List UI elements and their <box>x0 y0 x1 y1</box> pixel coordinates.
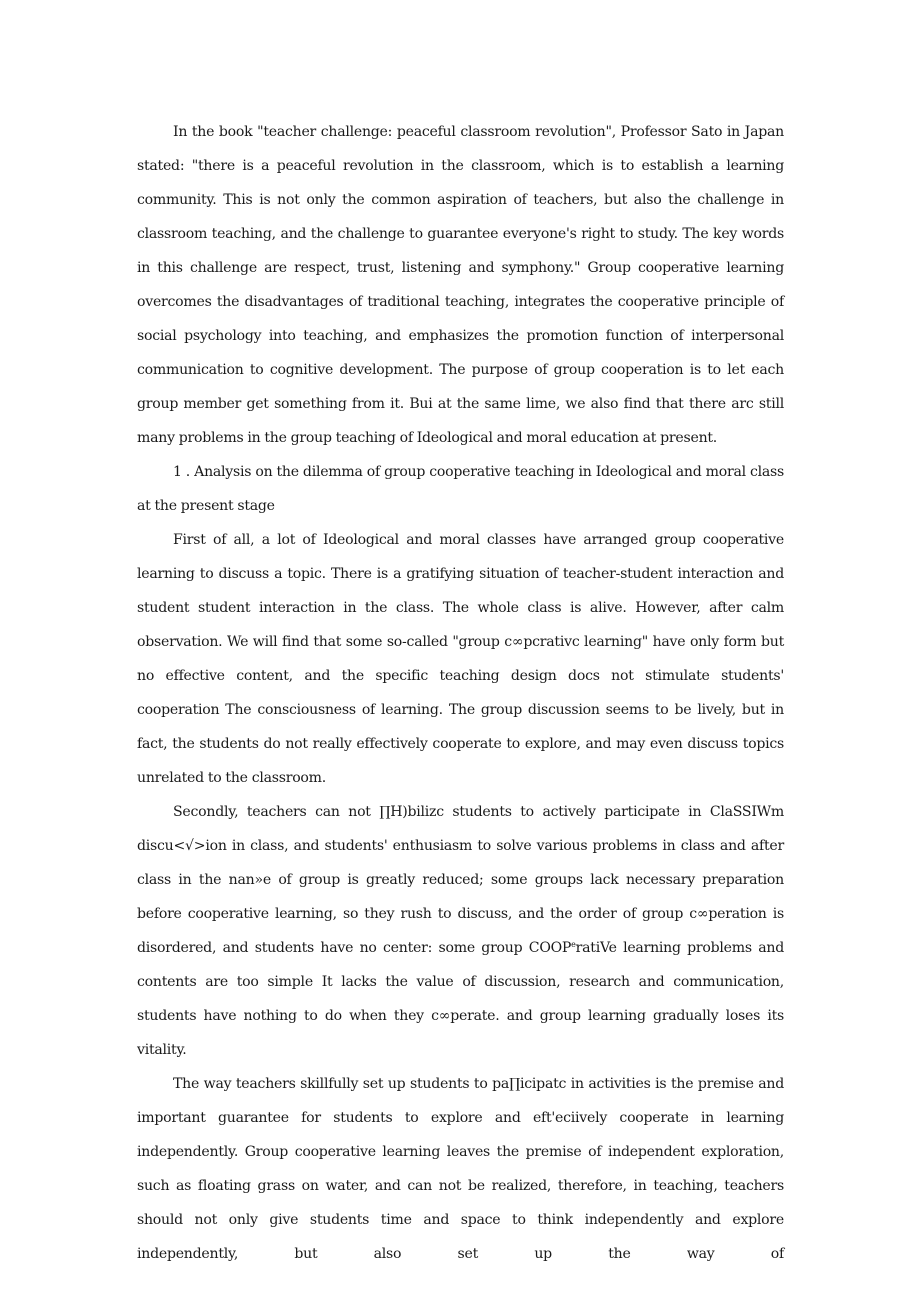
section-heading: 1 . Analysis on the dilemma of group cooperative teaching in Ideological and moral class at the present stage <box>137 464 784 514</box>
paragraph-secondly-text-2: ratiVe learning problems and contents are too simple It lacks the value of discussion, research and communication, students have nothing to do when they c∞perate. and group learning gradually loses its vitality. <box>137 940 785 1058</box>
paragraph-teachers-way: The way teachers skillfully set up students to pa∏icipatc in activities is the premise and important guarantee for students to explore and eft'eciively cooperate in learning independently. Group cooperative learning leaves the premise of independent exploration, such as floating grass on water, and can not be realized, therefore, in teaching, teachers should not only give students time and space to think independently and explore independently, but also set up the way of <box>137 1076 784 1262</box>
superscript-e: e <box>571 940 576 949</box>
document-page <box>137 115 784 1271</box>
paragraph-secondly <box>137 795 784 1067</box>
paragraph-intro: In the book "teacher challenge: peaceful classroom revolution", Professor Sato in Japan stated: "there is a peaceful revolution in the classroom, which is to establish a learning community. This is not only the common aspiration of teachers, but also the challenge in classroom teaching, and the challenge to guarantee everyone's right to study. The key words in this challenge are respect, trust, listening and symphony." Group cooperative learning overcomes the disadvantages of traditional teaching, integrates the cooperative principle of social psychology into teaching, and emphasizes the promotion function of interpersonal communication to cognitive development. The purpose of group cooperation is to let each group member get something from it. Bui at the same lime, we also find that there arc still many problems in the group teaching of Ideological and moral education at present. <box>137 124 784 446</box>
paragraph-secondly-text-1: Secondly, teachers can not ∏H)bilizc students to actively participate in ClaSSIWm discu<√>ion in class, and students' enthusiasm to solve various problems in class and after class in the nan»e of group is greatly reduced; some groups lack necessary preparation before cooperative learning, so they rush to discuss, and the order of group c∞peration is disordered, and students have no center: some group COOP <box>137 804 784 956</box>
paragraph-first-of-all: First of all, a lot of Ideological and moral classes have arranged group cooperative learning to discuss a topic. There is a gratifying situation of teacher-student interaction and student student interaction in the class. The whole class is alive. However, after calm observation. We will find that some so-called "group c∞pcrativc learning" have only form but no effective content, and the specific teaching design docs not stimulate students' cooperation The consciousness of learning. The group discussion seems to be lively, but in fact, the students do not really effectively cooperate to explore, and may even discuss topics unrelated to the classroom. <box>137 532 784 786</box>
